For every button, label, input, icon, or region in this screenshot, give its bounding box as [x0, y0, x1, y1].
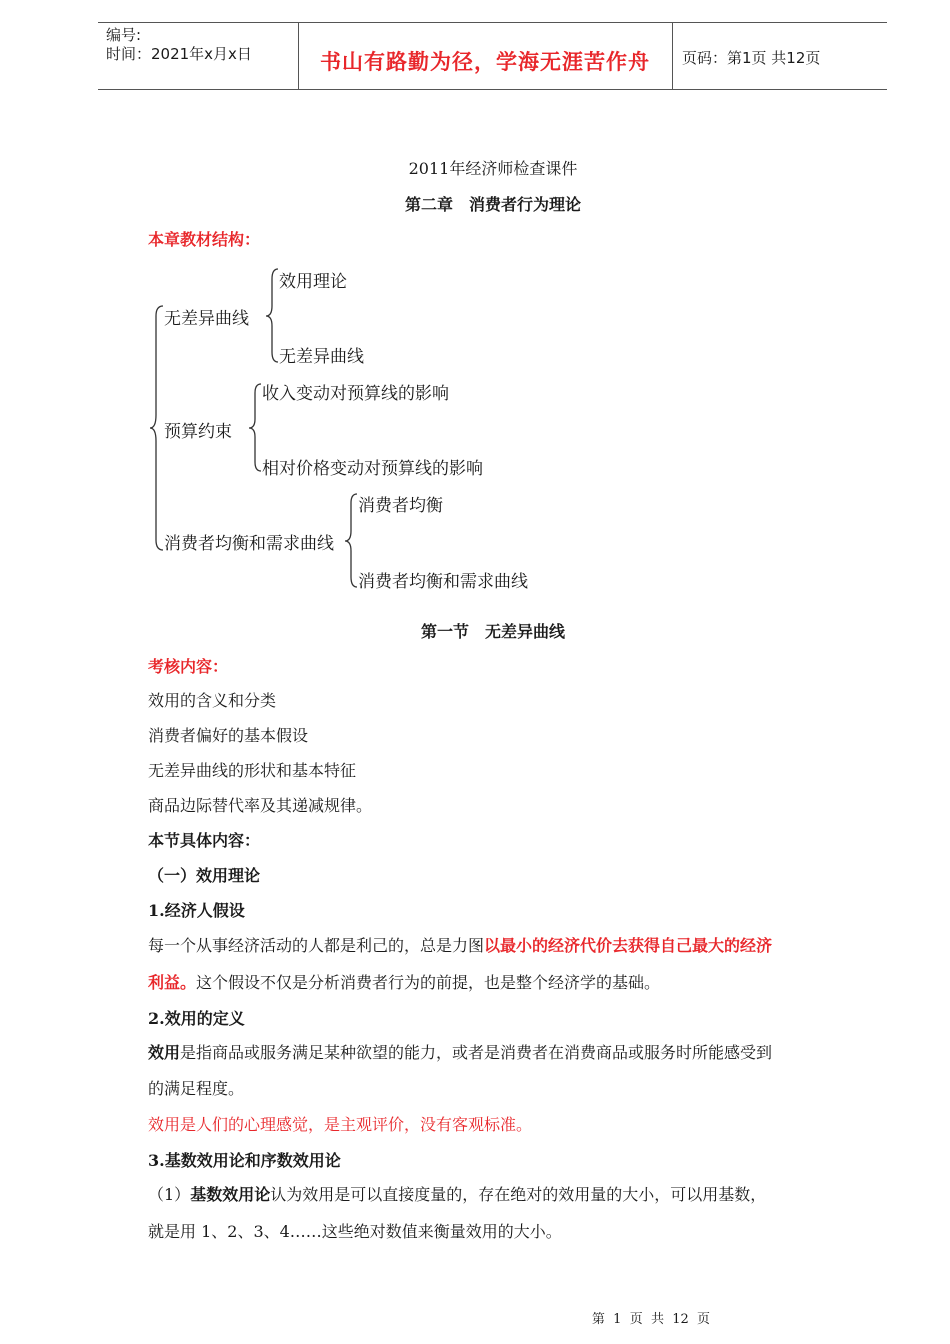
p1-text: 每一个从事经济活动的人都是利己的，总是力图 [148, 936, 485, 955]
utility-note: 效用是人们的心理感觉，是主观评价，没有客观标准。 [148, 1115, 533, 1134]
p1-emphasis: 以最小的经济代价去获得自己最大的经济 [484, 936, 773, 955]
tree-leaf-utility-theory: 效用理论 [279, 272, 347, 292]
structure-label: 本章教材结构： [148, 230, 261, 249]
tree-leaf-demand-curve: 消费者均衡和需求曲线 [358, 572, 528, 592]
paragraph-utility-line1 [148, 1042, 772, 1064]
paragraph-cardinal-line1 [148, 1184, 766, 1206]
heading-cardinal-ordinal: 3.基数效用论和序数效用论 [148, 1151, 341, 1170]
p1-emphasis-end: 利益。 [148, 973, 197, 992]
p2-text: 是指商品或服务满足某种欲望的能力，或者是消费者在消费商品或服务时所能感受到 [180, 1043, 773, 1062]
p3-prefix: （1） [148, 1185, 191, 1204]
doc-title: 2011年经济师检查课件 [408, 159, 578, 178]
chapter-title: 第二章 消费者行为理论 [404, 195, 581, 214]
tree-leaf-indifference-curve: 无差异曲线 [279, 347, 364, 367]
p2-term: 效用 [148, 1043, 181, 1062]
tree-node-equilibrium: 消费者均衡和需求曲线 [164, 534, 334, 554]
tree-node-indifference: 无差异曲线 [164, 309, 249, 329]
paragraph-cardinal-line2: 就是用 1、2、3、4……这些绝对数值来衡量效用的大小。 [148, 1222, 562, 1241]
footer-page-number: 第 1 页 共 12 页 [591, 1312, 711, 1327]
heading-economic-man: 1.经济人假设 [148, 901, 245, 920]
tree-leaf-income-change: 收入变动对预算线的影响 [262, 384, 449, 404]
tree-leaf-price-change: 相对价格变动对预算线的影响 [262, 459, 483, 479]
exam-item: 消费者偏好的基本假设 [148, 726, 309, 745]
subsection-utility: （一）效用理论 [148, 866, 261, 885]
exam-label: 考核内容： [148, 657, 229, 676]
exam-item: 商品边际替代率及其递减规律。 [148, 796, 373, 815]
heading-utility-definition: 2.效用的定义 [148, 1009, 245, 1028]
p1-text-end: 这个假设不仅是分析消费者行为的前提，也是整个经济学的基础。 [196, 973, 661, 992]
tree-leaf-equilibrium: 消费者均衡 [358, 496, 443, 516]
header-time: 时间：2021年x月x日 [106, 45, 252, 63]
exam-item: 无差异曲线的形状和基本特征 [148, 761, 357, 780]
header-number: 编号: [106, 26, 142, 44]
header-page: 页码：第1页 共12页 [682, 49, 821, 67]
header-motto: 书山有路勤为径，学海无涯苦作舟 [320, 50, 650, 74]
paragraph-economic-man-line2 [148, 972, 660, 994]
exam-item: 效用的含义和分类 [148, 691, 277, 710]
p3-text: 认为效用是可以直接度量的，存在绝对的效用量的大小，可以用基数， [270, 1185, 767, 1204]
section-title: 第一节 无差异曲线 [420, 622, 565, 641]
p3-term: 基数效用论 [190, 1185, 271, 1204]
paragraph-utility-line2: 的满足程度。 [148, 1079, 245, 1098]
paragraph-economic-man-line1 [148, 935, 772, 957]
structure-brackets [0, 0, 950, 620]
tree-node-budget: 预算约束 [164, 422, 232, 442]
content-label: 本节具体内容： [148, 831, 261, 850]
